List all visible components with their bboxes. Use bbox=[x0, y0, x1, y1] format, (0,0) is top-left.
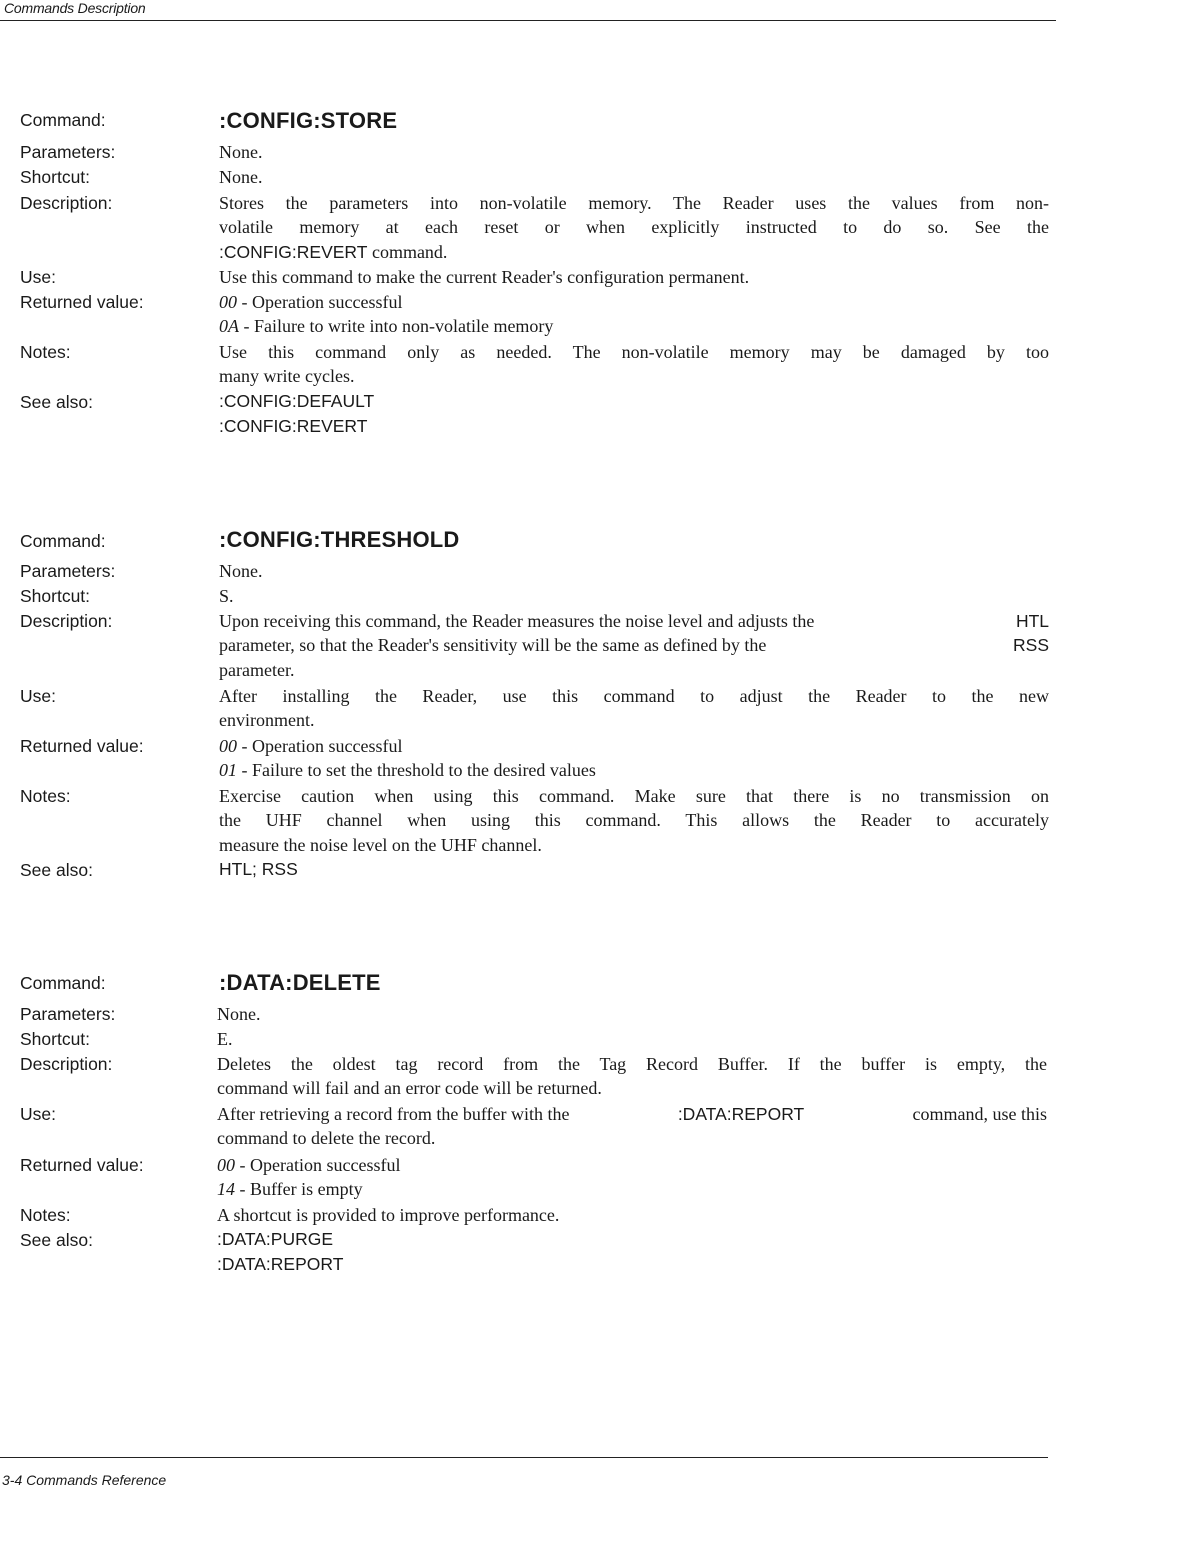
notes-line: measure the noise level on the UHF channel. bbox=[219, 834, 542, 855]
return-code: 14 bbox=[217, 1179, 235, 1200]
description-line bbox=[219, 609, 1049, 633]
use-text: command, use this bbox=[912, 1104, 1047, 1124]
shortcut-value: None. bbox=[219, 167, 263, 187]
see-also-item: HTL; RSS bbox=[219, 859, 298, 879]
description-line: volatile memory at each reset or when explicitly instructed to do so. See the bbox=[219, 217, 1049, 238]
notes-line: many write cycles. bbox=[219, 366, 355, 387]
parameter-reference: RSS bbox=[1013, 635, 1049, 656]
parameter-reference: HTL bbox=[1015, 611, 1049, 631]
description-text: Upon receiving this command, the Reader measures the noise level and adjusts the bbox=[219, 611, 815, 631]
description-text: command. bbox=[367, 241, 448, 262]
returned-value-label: Returned value: bbox=[20, 736, 144, 756]
return-text: - Operation successful bbox=[235, 1155, 401, 1175]
see-also-item: :CONFIG:REVERT bbox=[219, 416, 368, 436]
return-code: 00 bbox=[219, 292, 237, 312]
use-text: After retrieving a record from the buffer with the bbox=[217, 1104, 570, 1124]
return-text: - Operation successful bbox=[237, 292, 403, 312]
notes-line: Exercise caution when using this command. Make sure that there is no transmission on bbox=[219, 786, 1049, 806]
description-line: parameter. bbox=[219, 659, 295, 680]
returned-values bbox=[219, 290, 1049, 339]
see-also-value bbox=[219, 857, 1049, 882]
notes-label: Notes: bbox=[20, 1205, 71, 1225]
use-label: Use: bbox=[20, 1104, 56, 1124]
parameters-label: Parameters: bbox=[20, 561, 116, 581]
shortcut-label: Shortcut: bbox=[20, 1029, 91, 1049]
command-label: Command: bbox=[20, 110, 106, 130]
description-line: Stores the parameters into non-volatile memory. The Reader uses the values from non- bbox=[219, 193, 1049, 213]
description-label: Description: bbox=[20, 1054, 113, 1074]
description-line bbox=[219, 633, 1049, 657]
shortcut-value: S. bbox=[219, 586, 234, 606]
notes-value: A shortcut is provided to improve performance. bbox=[217, 1205, 560, 1225]
description-text: parameter, so that the Reader's sensitivity will be the same as defined by the bbox=[219, 635, 767, 656]
page-footer: 3-4 Commands Reference bbox=[2, 1472, 167, 1488]
return-code: 00 bbox=[219, 736, 237, 756]
returned-values bbox=[217, 1153, 1047, 1202]
shortcut-label: Shortcut: bbox=[20, 586, 91, 606]
return-text: - Operation successful bbox=[237, 736, 403, 756]
parameters-value: None. bbox=[219, 142, 263, 162]
returned-value-item bbox=[219, 290, 1049, 314]
see-also-item: :CONFIG:DEFAULT bbox=[219, 391, 375, 411]
see-also-item: :DATA:REPORT bbox=[217, 1254, 344, 1274]
see-also-label: See also: bbox=[20, 860, 93, 880]
use-label: Use: bbox=[20, 267, 56, 287]
use-value: Use this command to make the current Reader's configuration permanent. bbox=[219, 267, 750, 287]
see-also-value bbox=[217, 1227, 1047, 1277]
description-value bbox=[219, 191, 1049, 264]
description-line: Deletes the oldest tag record from the Tag Record Buffer. If the buffer is empty, the bbox=[217, 1054, 1047, 1074]
command-name: :DATA:DELETE bbox=[219, 970, 381, 995]
page-header: Commands Description bbox=[4, 0, 146, 16]
footer-rule bbox=[0, 1457, 1048, 1458]
use-value bbox=[219, 684, 1049, 733]
description-line bbox=[219, 240, 1049, 264]
return-code: 00 bbox=[217, 1155, 235, 1175]
command-label: Command: bbox=[20, 973, 106, 993]
use-line: environment. bbox=[219, 710, 315, 731]
see-also-item: :DATA:PURGE bbox=[217, 1229, 334, 1249]
returned-value-item bbox=[219, 314, 1049, 338]
notes-label: Notes: bbox=[20, 342, 71, 362]
see-also-value bbox=[219, 389, 1049, 439]
command-reference: :DATA:REPORT bbox=[677, 1104, 805, 1124]
parameters-value: None. bbox=[219, 561, 263, 581]
command-name: :CONFIG:THRESHOLD bbox=[219, 527, 460, 552]
returned-value-label: Returned value: bbox=[20, 1155, 144, 1175]
shortcut-value: E. bbox=[217, 1029, 233, 1049]
notes-label: Notes: bbox=[20, 786, 71, 806]
notes-line: Use this command only as needed. The non-volatile memory may be damaged by too bbox=[219, 342, 1049, 362]
description-line: command will fail and an error code will be returned. bbox=[217, 1078, 602, 1099]
returned-value-label: Returned value: bbox=[20, 292, 144, 312]
notes-value bbox=[219, 784, 1049, 857]
shortcut-label: Shortcut: bbox=[20, 167, 91, 187]
see-also-label: See also: bbox=[20, 392, 93, 412]
use-line: After installing the Reader, use this command to adjust the Reader to the new bbox=[219, 686, 1049, 706]
return-text: - Failure to set the threshold to the desired values bbox=[237, 760, 596, 781]
command-label: Command: bbox=[20, 531, 106, 551]
parameters-value: None. bbox=[217, 1004, 261, 1024]
return-text: - Buffer is empty bbox=[235, 1179, 363, 1200]
returned-value-item bbox=[217, 1177, 1047, 1201]
returned-values bbox=[219, 734, 1049, 783]
command-reference: :CONFIG:REVERT bbox=[219, 241, 368, 262]
return-text: - Failure to write into non-volatile memory bbox=[239, 316, 554, 337]
description-label: Description: bbox=[20, 611, 113, 631]
returned-value-item bbox=[219, 734, 1049, 758]
parameters-label: Parameters: bbox=[20, 1004, 116, 1024]
use-line bbox=[217, 1102, 1047, 1126]
use-line: command to delete the record. bbox=[217, 1128, 436, 1149]
returned-value-item bbox=[219, 758, 1049, 782]
notes-value bbox=[219, 340, 1049, 389]
return-code: 0A bbox=[219, 316, 239, 337]
header-rule bbox=[0, 20, 1056, 21]
notes-line: the UHF channel when using this command. This allows the Reader to accurately bbox=[219, 810, 1049, 831]
parameters-label: Parameters: bbox=[20, 142, 116, 162]
use-value bbox=[217, 1102, 1047, 1151]
description-value bbox=[219, 609, 1049, 682]
see-also-label: See also: bbox=[20, 1230, 93, 1250]
returned-value-item bbox=[217, 1153, 1047, 1177]
description-label: Description: bbox=[20, 193, 113, 213]
command-name: :CONFIG:STORE bbox=[219, 108, 398, 133]
use-label: Use: bbox=[20, 686, 56, 706]
description-value bbox=[217, 1052, 1047, 1101]
return-code: 01 bbox=[219, 760, 237, 781]
